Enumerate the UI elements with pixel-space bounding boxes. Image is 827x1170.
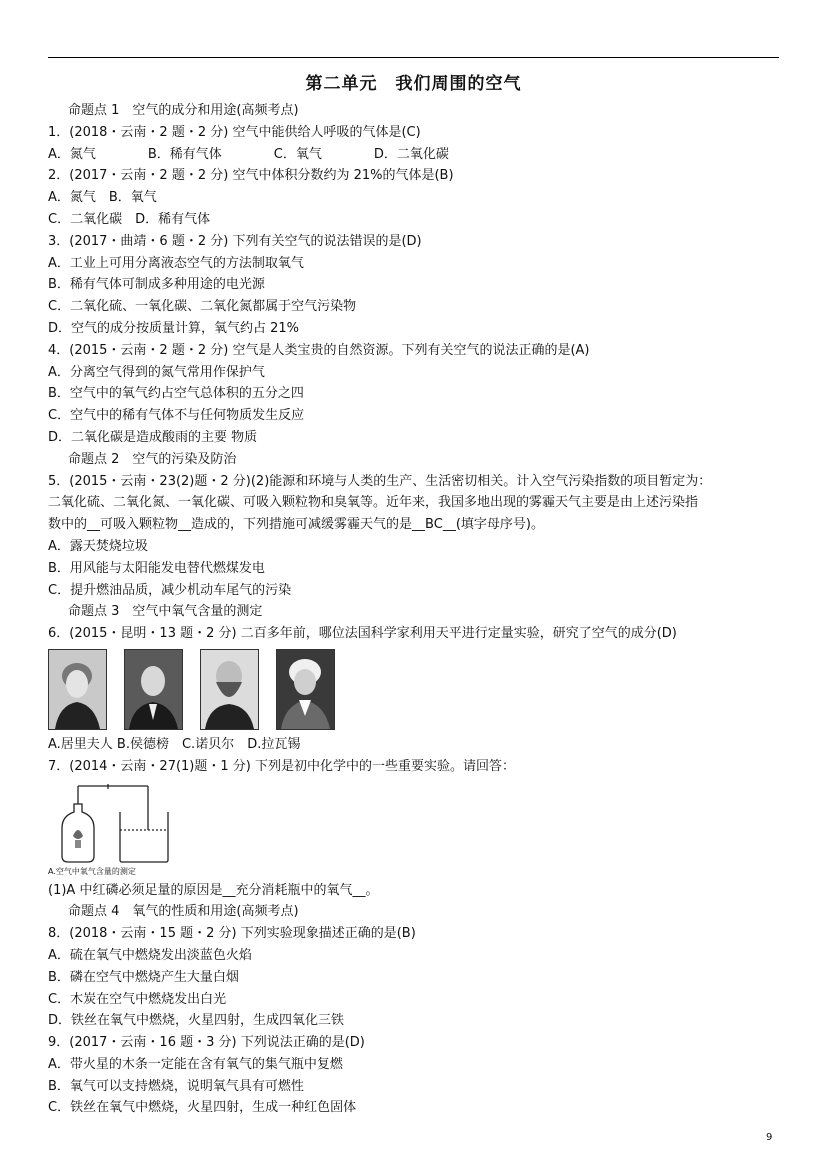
question-3: 3．(2017・曲靖・6 题・2 分) 下列有关空气的说法错误的是(D) (48, 233, 422, 249)
question-9-option-c: C．铁丝在氧气中燃烧，火星四射，生成一种红色固体 (48, 1100, 357, 1116)
question-8-option-c: C．木炭在空气中燃烧发出白光 (48, 991, 227, 1007)
question-3-option-c: C．二氧化硫、一氧化碳、二氧化氮都属于空气污染物 (48, 299, 357, 315)
question-8-option-d: D．铁丝在氧气中燃烧，火星四射，生成四氧化三铁 (48, 1013, 345, 1029)
q7-text-a: (1)A 中红磷必须足量的原因是 (48, 882, 223, 898)
question-1-options: A．氮气 B．稀有气体 C．氧气 D．二氧化碳 (48, 146, 449, 162)
question-2-options-ab: A．氮气 B．氧气 (48, 190, 157, 206)
question-9-option-a: A．带火星的木条一定能在含有氧气的集气瓶中复燃 (48, 1056, 343, 1072)
q5-text-a: 数中的 (48, 517, 88, 533)
oxygen-content-apparatus-icon (48, 784, 188, 868)
question-4-option-b: B．空气中的氧气约占空气总体积的五分之四 (48, 386, 304, 402)
topic-heading-4: 命题点 4 氧气的性质和用途(高频考点) (68, 904, 299, 920)
photo-curie (48, 649, 107, 730)
topic-heading-1: 命题点 1 空气的成分和用途(高频考点) (68, 103, 299, 118)
experiment-caption: A.空气中氧气含量的测定 (48, 866, 136, 876)
topic-heading-3: 命题点 3 空气中氧气含量的测定 (68, 604, 263, 620)
question-4-option-d: D．二氧化碳是造成酸雨的主要 物质 (48, 429, 258, 445)
topic-heading-2: 命题点 2 空气的污染及防治 (68, 451, 237, 467)
question-3-option-a: A．工业上可用分离液态空气的方法制取氧气 (48, 255, 304, 271)
question-9: 9．(2017・云南・16 题・3 分) 下列说法正确的是(D) (48, 1035, 365, 1051)
scientist-photos (48, 649, 788, 728)
question-5-option-a: A．露天焚烧垃圾 (48, 538, 148, 554)
page-title: 第二单元 我们周围的空气 (305, 74, 522, 94)
q5-answer-blank-2: __BC__ (412, 517, 456, 533)
question-5-line-1: 5．(2015・云南・23(2)题・2 分)(2)能源和环境与人类的生产、生活密切相关。计入空气污染指数的项目暂定为： (48, 473, 712, 489)
question-5-option-b: B．用风能与太阳能发电替代燃煤发电 (48, 560, 265, 576)
question-6: 6．(2015・昆明・13 题・2 分) 二百多年前，哪位法国科学家利用天平进行定量实验，研究了空气的成分(D) (48, 626, 677, 642)
experiment-diagram (48, 784, 188, 876)
question-4-option-c: C．空气中的稀有气体不与任何物质发生反应 (48, 408, 305, 424)
photo-nobel (200, 649, 259, 730)
question-8: 8．(2018・云南・15 题・2 分) 下列实验现象描述正确的是(B) (48, 926, 416, 942)
question-9-option-b: B．氧气可以支持燃烧，说明氧气具有可燃性 (48, 1078, 304, 1094)
q7-answer-blank: __充分消耗瓶中的氧气__ (222, 882, 366, 898)
q7-text-b: 。 (365, 882, 379, 898)
page-number: 9 (766, 1132, 773, 1143)
question-3-option-d: D．空气的成分按质量计算，氧气约占 21% (48, 320, 300, 336)
q5-text-c: (填字母序号)。 (455, 517, 544, 533)
question-8-option-a: A．硫在氧气中燃烧发出淡蓝色火焰 (48, 947, 252, 963)
question-4: 4．(2015・云南・2 题・2 分) 空气是人类宝贵的自然资源。下列有关空气的说法正确的是(A) (48, 342, 590, 358)
question-1: 1．(2018・云南・2 题・2 分) 空气中能供给人呼吸的气体是(C) (48, 124, 421, 140)
question-2-options-cd: C．二氧化碳 D．稀有气体 (48, 211, 211, 227)
question-3-option-b: B．稀有气体可制成多种用途的电光源 (48, 277, 265, 293)
question-4-option-a: A．分离空气得到的氮气常用作保护气 (48, 364, 265, 380)
question-8-option-b: B．磷在空气中燃烧产生大量白烟 (48, 969, 239, 985)
question-5-option-c: C．提升燃油品质，减少机动车尾气的污染 (48, 582, 292, 598)
question-5-line-3 (48, 514, 788, 536)
document-body (48, 100, 788, 1119)
question-2: 2．(2017・云南・2 题・2 分) 空气中体积分数约为 21%的气体是(B) (48, 168, 454, 184)
question-7-part-1 (48, 880, 788, 902)
q5-answer-blank-1: __可吸入颗粒物__ (87, 517, 192, 533)
photo-lavoisier (276, 649, 335, 730)
question-6-options: A.居里夫人 B.侯德榜 C.诺贝尔 D.拉瓦锡 (48, 736, 301, 752)
q5-text-b: 造成的，下列措施可减缓雾霾天气的是 (191, 517, 413, 533)
header-rule (48, 57, 779, 58)
question-7: 7．(2014・云南・27(1)题・1 分) 下列是初中化学中的一些重要实验。请回答： (48, 758, 515, 774)
photo-hou-debang (124, 649, 183, 730)
question-5-line-2: 二氧化硫、二氧化氮、一氧化碳、可吸入颗粒物和臭氧等。近年来，我国多地出现的雾霾天气主要是由上述污染指 (48, 495, 699, 511)
